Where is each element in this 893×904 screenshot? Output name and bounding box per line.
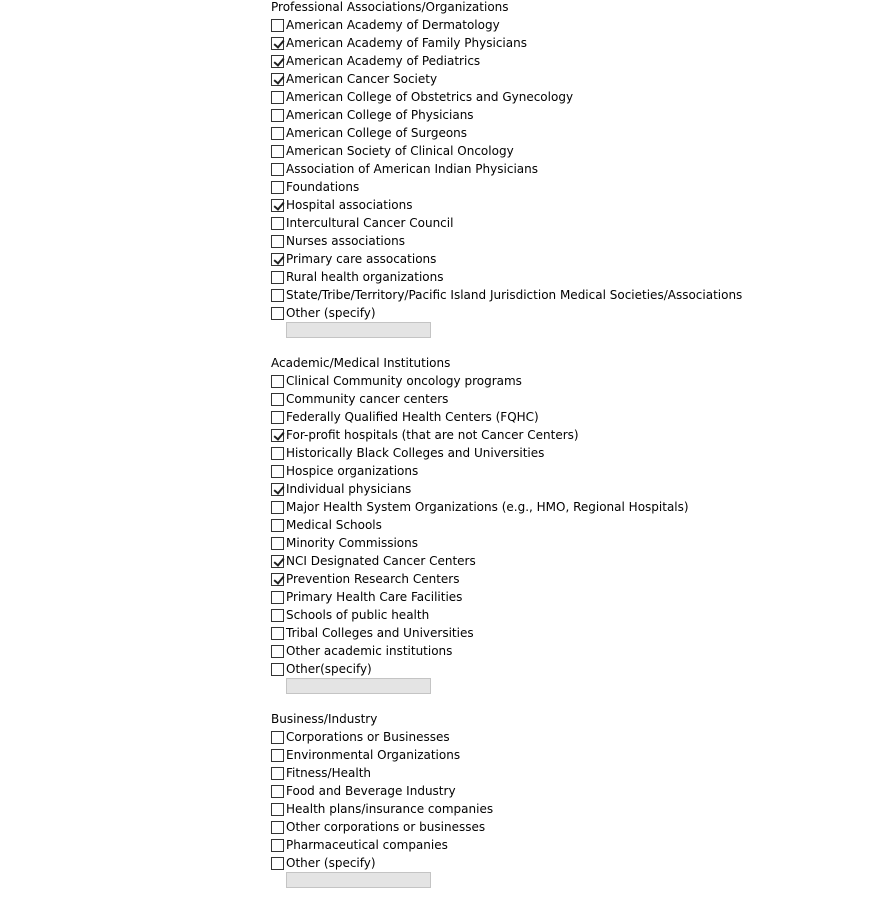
checkbox[interactable] xyxy=(271,375,284,388)
checkbox[interactable] xyxy=(271,217,284,230)
checkbox[interactable] xyxy=(271,91,284,104)
checkbox-label: Community cancer centers xyxy=(286,392,449,406)
checkbox-option[interactable] xyxy=(271,106,742,124)
checkbox-option[interactable] xyxy=(271,800,742,818)
checkbox-label: Individual physicians xyxy=(286,482,412,496)
section-heading: Business/Industry xyxy=(271,712,378,726)
checkbox[interactable] xyxy=(271,663,284,676)
checkbox-option[interactable] xyxy=(271,286,742,304)
checkbox-option[interactable] xyxy=(271,372,742,390)
section-heading: Professional Associations/Organizations xyxy=(271,0,509,14)
checkbox-label: American Cancer Society xyxy=(286,72,438,86)
checkbox[interactable] xyxy=(271,447,284,460)
checkbox-option[interactable] xyxy=(271,728,742,746)
checkbox-option[interactable] xyxy=(271,34,742,52)
checkbox-label: American Academy of Family Physicians xyxy=(286,36,527,50)
checkbox-option[interactable] xyxy=(271,854,742,872)
checkbox-option[interactable] xyxy=(271,196,742,214)
checkbox[interactable] xyxy=(271,645,284,658)
checkbox-option[interactable] xyxy=(271,268,742,286)
checkbox-label: Clinical Community oncology programs xyxy=(286,374,522,388)
checkbox-option[interactable] xyxy=(271,516,742,534)
checkbox[interactable] xyxy=(271,749,284,762)
checkbox-option[interactable] xyxy=(271,570,742,588)
checkbox-option[interactable] xyxy=(271,16,742,34)
checkbox[interactable] xyxy=(271,627,284,640)
checked-checkbox[interactable] xyxy=(271,429,284,442)
checkbox-label: Other corporations or businesses xyxy=(286,820,486,834)
checkbox[interactable] xyxy=(271,289,284,302)
checkbox-option[interactable] xyxy=(271,660,742,678)
checkbox-option[interactable] xyxy=(271,462,742,480)
checkbox-label: Primary Health Care Facilities xyxy=(286,590,463,604)
checkbox-option[interactable] xyxy=(271,588,742,606)
checkbox-option[interactable] xyxy=(271,426,742,444)
checkbox-label: Medical Schools xyxy=(286,518,382,532)
checkbox[interactable] xyxy=(271,235,284,248)
checkbox[interactable] xyxy=(271,411,284,424)
checkbox-label: For-profit hospitals (that are not Cancer Centers) xyxy=(286,428,579,442)
checkbox-label: Nurses associations xyxy=(286,234,405,248)
checkbox-label: American Academy of Dermatology xyxy=(286,18,500,32)
checkbox-option[interactable] xyxy=(271,836,742,854)
checkbox[interactable] xyxy=(271,519,284,532)
organization-checklist-form xyxy=(271,0,742,904)
checkbox-label: Rural health organizations xyxy=(286,270,444,284)
checkbox-label: Prevention Research Centers xyxy=(286,572,460,586)
checked-checkbox[interactable] xyxy=(271,55,284,68)
checkbox-label: Association of American Indian Physicians xyxy=(286,162,538,176)
checkbox[interactable] xyxy=(271,767,284,780)
checkbox[interactable] xyxy=(271,591,284,604)
checkbox-label: Federally Qualified Health Centers (FQHC) xyxy=(286,410,539,424)
checkbox-label: Tribal Colleges and Universities xyxy=(286,626,474,640)
section-business-industry xyxy=(271,710,742,888)
checkbox-option[interactable] xyxy=(271,214,742,232)
checked-checkbox[interactable] xyxy=(271,573,284,586)
section-academic-medical-institutions xyxy=(271,354,742,694)
checkbox-label: Intercultural Cancer Council xyxy=(286,216,454,230)
checked-checkbox[interactable] xyxy=(271,253,284,266)
checkbox-label: American College of Surgeons xyxy=(286,126,468,140)
checkbox[interactable] xyxy=(271,109,284,122)
section-heading: Academic/Medical Institutions xyxy=(271,356,451,370)
checkbox-option[interactable] xyxy=(271,408,742,426)
checked-checkbox[interactable] xyxy=(271,199,284,212)
checkbox-option[interactable] xyxy=(271,178,742,196)
checkbox-label: Corporations or Businesses xyxy=(286,730,450,744)
checkbox[interactable] xyxy=(271,271,284,284)
checkbox[interactable] xyxy=(271,127,284,140)
checkbox-option[interactable] xyxy=(271,160,742,178)
checkbox-label: Hospital associations xyxy=(286,198,413,212)
checkbox-label: Food and Beverage Industry xyxy=(286,784,456,798)
checkbox-option[interactable] xyxy=(271,142,742,160)
checkbox-option[interactable] xyxy=(271,124,742,142)
checkbox[interactable] xyxy=(271,145,284,158)
checkbox-option[interactable] xyxy=(271,232,742,250)
checkbox-option[interactable] xyxy=(271,390,742,408)
checkbox-label: Other (specify) xyxy=(286,306,376,320)
checkbox-label: Environmental Organizations xyxy=(286,748,461,762)
checkbox[interactable] xyxy=(271,537,284,550)
checkbox-option[interactable] xyxy=(271,818,742,836)
checkbox-label: Pharmaceutical companies xyxy=(286,838,448,852)
checked-checkbox[interactable] xyxy=(271,73,284,86)
checkbox-label: Health plans/insurance companies xyxy=(286,802,494,816)
checkbox-option[interactable] xyxy=(271,534,742,552)
checkbox-label: State/Tribe/Territory/Pacific Island Jurisdiction Medical Societies/Associations xyxy=(286,288,743,302)
checkbox-option[interactable] xyxy=(271,782,742,800)
checkbox[interactable] xyxy=(271,393,284,406)
checked-checkbox[interactable] xyxy=(271,483,284,496)
checkbox[interactable] xyxy=(271,307,284,320)
checkbox-option[interactable] xyxy=(271,498,742,516)
checkbox[interactable] xyxy=(271,501,284,514)
checkbox-label: Fitness/Health xyxy=(286,766,372,780)
checkbox[interactable] xyxy=(271,731,284,744)
checkbox-option[interactable] xyxy=(271,52,742,70)
checkbox-option[interactable] xyxy=(271,480,742,498)
other-specify-input[interactable] xyxy=(286,872,431,888)
checkbox-label: American College of Obstetrics and Gynecology xyxy=(286,90,574,104)
checkbox-option[interactable] xyxy=(271,642,742,660)
checkbox[interactable] xyxy=(271,821,284,834)
checked-checkbox[interactable] xyxy=(271,37,284,50)
checkbox-option[interactable] xyxy=(271,70,742,88)
checkbox-label: Other academic institutions xyxy=(286,644,453,658)
checkbox[interactable] xyxy=(271,163,284,176)
checkbox-label: NCI Designated Cancer Centers xyxy=(286,554,476,568)
checkbox-option[interactable] xyxy=(271,444,742,462)
checkbox-option[interactable] xyxy=(271,304,742,322)
checkbox[interactable] xyxy=(271,19,284,32)
checkbox[interactable] xyxy=(271,609,284,622)
other-specify-input[interactable] xyxy=(286,322,431,338)
checkbox-label: Schools of public health xyxy=(286,608,430,622)
checkbox-label: Major Health System Organizations (e.g., HMO, Regional Hospitals) xyxy=(286,500,689,514)
other-specify-input[interactable] xyxy=(286,678,431,694)
checkbox-option[interactable] xyxy=(271,746,742,764)
checkbox[interactable] xyxy=(271,839,284,852)
checkbox-option[interactable] xyxy=(271,250,742,268)
checkbox-label: American Academy of Pediatrics xyxy=(286,54,481,68)
checkbox[interactable] xyxy=(271,857,284,870)
checkbox-option[interactable] xyxy=(271,624,742,642)
checkbox-label: Hospice organizations xyxy=(286,464,419,478)
checkbox[interactable] xyxy=(271,465,284,478)
section-professional-associations-organizations xyxy=(271,0,742,338)
checkbox[interactable] xyxy=(271,785,284,798)
checkbox-label: Other (specify) xyxy=(286,856,376,870)
checkbox[interactable] xyxy=(271,181,284,194)
checkbox-label: Primary care assocations xyxy=(286,252,437,266)
checkbox-option[interactable] xyxy=(271,552,742,570)
checkbox[interactable] xyxy=(271,803,284,816)
checkbox-label: Minority Commissions xyxy=(286,536,418,550)
checkbox-option[interactable] xyxy=(271,764,742,782)
checkbox-label: Foundations xyxy=(286,180,360,194)
checkbox-label: Other(specify) xyxy=(286,662,372,676)
checkbox-label: American College of Physicians xyxy=(286,108,474,122)
checkbox-label: American Society of Clinical Oncology xyxy=(286,144,514,158)
checkbox-option[interactable] xyxy=(271,606,742,624)
checked-checkbox[interactable] xyxy=(271,555,284,568)
checkbox-label: Historically Black Colleges and Universities xyxy=(286,446,545,460)
checkbox-option[interactable] xyxy=(271,88,742,106)
